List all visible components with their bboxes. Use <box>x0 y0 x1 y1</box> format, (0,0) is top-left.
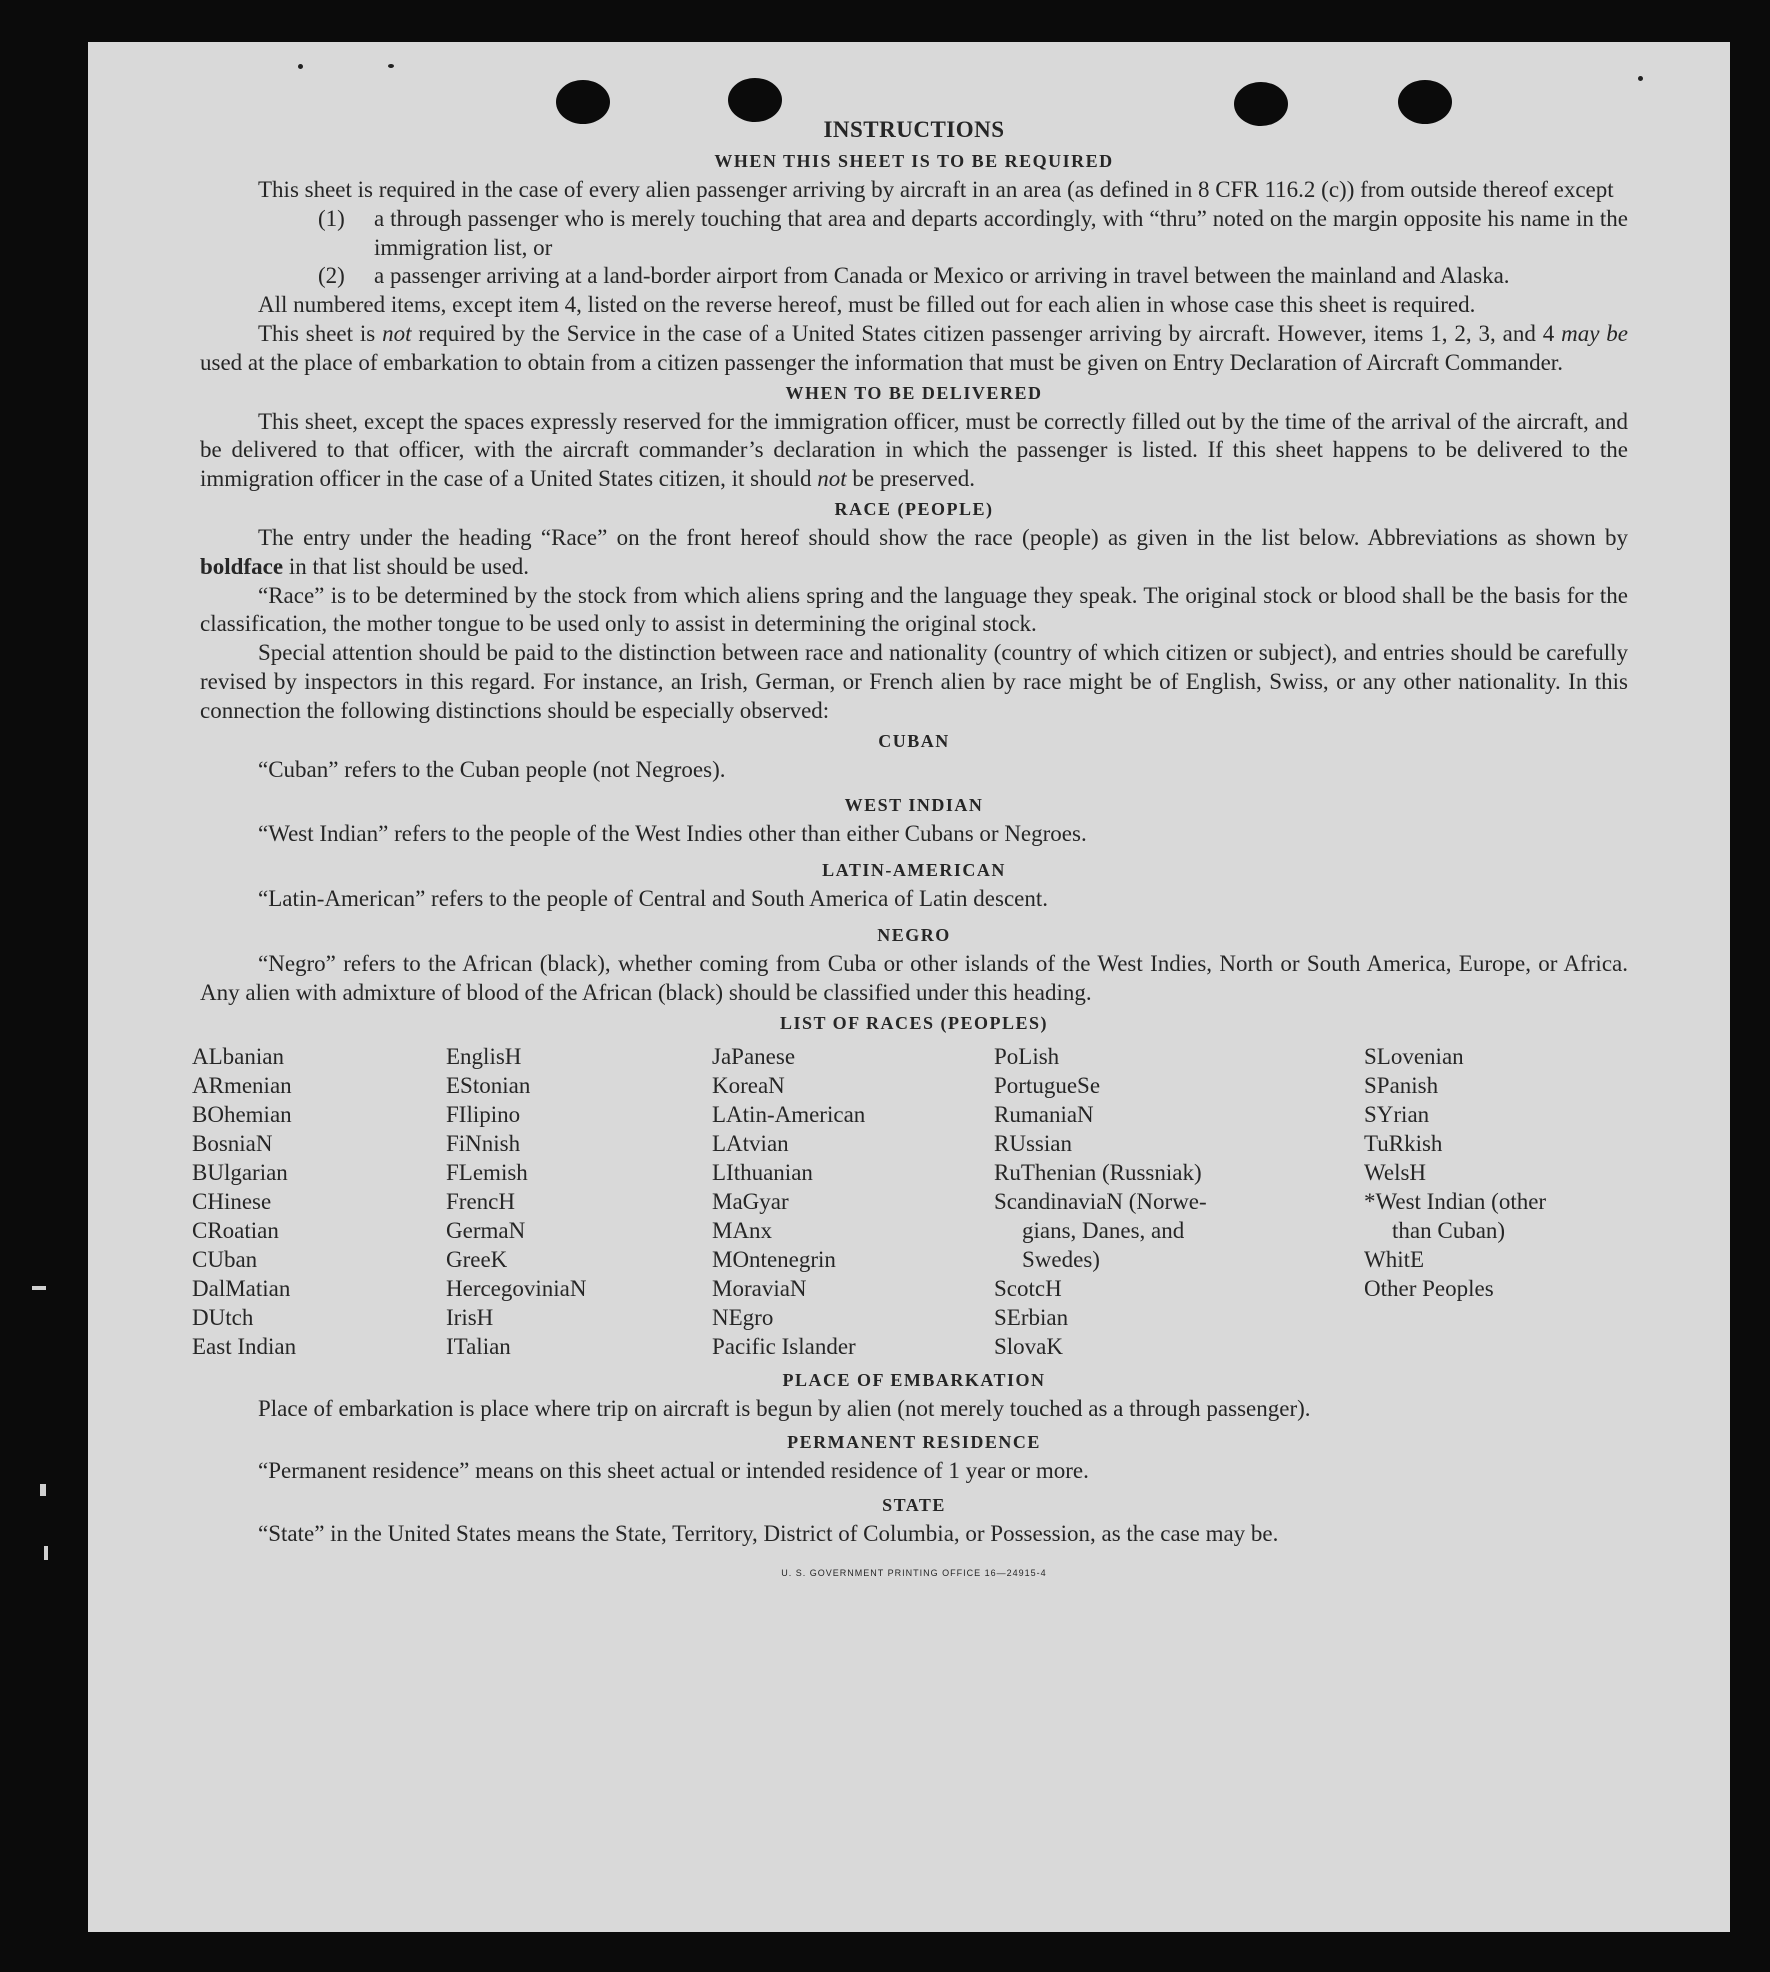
race-entry: LAtin-American <box>712 1101 866 1127</box>
race-entry: BosniaN <box>192 1130 273 1156</box>
race-entry: MOntenegrin <box>712 1246 836 1272</box>
printer-imprint: U. S. GOVERNMENT PRINTING OFFICE 16—24915-4 <box>781 1567 1047 1578</box>
race-entry: CRoatian <box>192 1217 279 1243</box>
section-heading: LATIN-AMERICAN <box>822 860 1006 881</box>
margin-mark <box>32 1286 46 1290</box>
race-entry: BUlgarian <box>192 1159 288 1185</box>
race-entry: RuThenian (Russniak) <box>994 1159 1202 1185</box>
race-entry: Other Peoples <box>1364 1275 1494 1301</box>
list-item <box>318 262 1628 291</box>
race-entry: ARmenian <box>192 1072 292 1098</box>
race-entry: BOhemian <box>192 1101 292 1127</box>
race-entry: PoLish <box>994 1043 1060 1069</box>
section-heading: NEGRO <box>877 924 951 945</box>
race-entry: WelsH <box>1364 1159 1427 1185</box>
section-heading: WEST INDIAN <box>844 795 984 816</box>
paragraph: This sheet is required in the case of every alien passenger arriving by aircraft in an area (as defined in 8 CFR 116.2 (c)) from outside thereof except <box>258 177 1614 202</box>
race-entry: FrencH <box>446 1188 515 1214</box>
race-entry: East Indian <box>192 1333 297 1359</box>
race-entry: CHinese <box>192 1188 272 1214</box>
race-entry: GreeK <box>446 1246 508 1272</box>
paragraph: “West Indian” refers to the people of the West Indies other than either Cubans or Negroes. <box>258 821 1087 847</box>
item-number: (2) <box>318 263 345 289</box>
paragraph: The entry under the heading “Race” on the front hereof should show the race (people) as given in the list below. Abbreviations as shown by boldface in that list should be used. <box>200 524 1628 579</box>
section-heading: CUBAN <box>878 730 950 751</box>
race-entry: FLemish <box>446 1159 528 1185</box>
race-entry: than Cuban) <box>1392 1217 1506 1243</box>
section-heading: RACE (PEOPLE) <box>834 498 994 519</box>
paragraph: This sheet is not required by the Service in the case of a United States citizen passenger arriving by aircraft. However, items 1, 2, 3, and 4 may be used at the place of embarkation to obtain from a citizen passenger the information that must be given on Entry Declaration of Aircraft Commander. <box>200 320 1628 375</box>
race-entry: GermaN <box>446 1217 526 1243</box>
paragraph: Place of embarkation is place where trip on aircraft is begun by alien (not merely touched as a through passenger). <box>258 1395 1311 1421</box>
race-entry: FiNnish <box>446 1130 521 1156</box>
race-entry: MAnx <box>712 1217 773 1243</box>
item-number: (1) <box>318 205 345 231</box>
paragraph: “Permanent residence” means on this sheet actual or intended residence of 1 year or more. <box>258 1458 1089 1484</box>
race-entry: PortugueSe <box>994 1072 1101 1098</box>
race-column <box>192 1042 446 1361</box>
paragraph: All numbered items, except item 4, listed on the reverse hereof, must be filled out for each alien in whose case this sheet is required. <box>258 292 1476 318</box>
list-item <box>318 205 1628 263</box>
race-entry: HercegoviniaN <box>446 1275 587 1301</box>
race-entry: SLovenian <box>1364 1043 1464 1069</box>
race-column <box>712 1042 994 1361</box>
paragraph: “Latin-American” refers to the people of Central and South America of Latin descent. <box>258 886 1048 912</box>
race-entry: LIthuanian <box>712 1159 813 1185</box>
race-entry: ITalian <box>446 1333 511 1359</box>
page-title: INSTRUCTIONS <box>823 117 1005 142</box>
race-entry: *West Indian (other <box>1364 1188 1547 1214</box>
race-column <box>1364 1042 1624 1361</box>
race-entry: FIlipino <box>446 1101 521 1127</box>
race-entry: SErbian <box>994 1304 1069 1330</box>
race-column <box>446 1042 712 1361</box>
race-entry: RUssian <box>994 1130 1072 1156</box>
race-entry: EStonian <box>446 1072 531 1098</box>
race-entry: IrisH <box>446 1304 494 1330</box>
race-entry: JaPanese <box>712 1043 796 1069</box>
race-entry: gians, Danes, and <box>1022 1217 1185 1243</box>
section-heading: LIST OF RACES (PEOPLES) <box>779 1012 1049 1033</box>
race-entry: NEgro <box>712 1304 774 1330</box>
document-page <box>88 42 1730 1932</box>
race-entry: TuRkish <box>1364 1130 1443 1156</box>
paragraph: “Cuban” refers to the Cuban people (not Negroes). <box>258 756 726 782</box>
item-text: a passenger arriving at a land-border airport from Canada or Mexico or arriving in travel between the mainland and Alaska. <box>374 263 1510 289</box>
section-heading: PLACE OF EMBARKATION <box>782 1369 1046 1390</box>
race-entry: MaGyar <box>712 1188 789 1214</box>
paragraph: “Negro” refers to the African (black), whether coming from Cuba or other islands of the West Indies, North or South America, Europe, or Africa. Any alien with admixture of blood of the African (black) should be classified under this heading. <box>200 950 1628 1005</box>
race-entry: RumaniaN <box>994 1101 1094 1127</box>
paragraph: “State” in the United States means the State, Territory, District of Columbia, or Possession, as the case may be. <box>258 1521 1279 1547</box>
race-entry: Pacific Islander <box>712 1333 856 1359</box>
race-entry: SPanish <box>1364 1072 1439 1098</box>
race-entry: EnglisH <box>446 1043 522 1069</box>
race-entry: DUtch <box>192 1304 254 1330</box>
ink-speck <box>298 64 303 69</box>
race-entry: ScandinaviaN (Norwe- <box>994 1188 1207 1214</box>
ink-speck <box>1638 76 1643 81</box>
race-entry: Swedes) <box>1022 1246 1100 1272</box>
margin-mark <box>40 1484 46 1496</box>
race-entry: KoreaN <box>712 1072 785 1098</box>
race-entry: MoraviaN <box>712 1275 807 1301</box>
paragraph: This sheet, except the spaces expressly reserved for the immigration officer, must be correctly filled out by the time of the arrival of the aircraft, and be delivered to that officer, with the aircraft commander’s declaration in which the passenger is listed. If this sheet happens to be delivered to the immigration officer in the case of a United States citizen, it should not be preserved. <box>200 408 1628 492</box>
paragraph: “Race” is to be determined by the stock from which aliens spring and the language they speak. The original stock or blood shall be the basis for the classification, the mother tongue to be used only to assist in determining the original stock. <box>200 582 1628 637</box>
race-entry: LAtvian <box>712 1130 789 1156</box>
race-entry: SYrian <box>1364 1101 1430 1127</box>
race-entry: DalMatian <box>192 1275 291 1301</box>
race-entry: ALbanian <box>192 1043 284 1069</box>
margin-mark <box>44 1546 48 1560</box>
race-entry: SlovaK <box>994 1333 1063 1359</box>
paragraph: Special attention should be paid to the distinction between race and nationality (country of which citizen or subject), and entries should be carefully revised by inspectors in this regard. For instance, an Irish, German, or French alien by race might be of English, Swiss, or any other nationality. In this connection the following distinctions should be especially observed: <box>200 640 1628 723</box>
section-heading: WHEN TO BE DELIVERED <box>785 382 1043 403</box>
race-column <box>994 1042 1364 1361</box>
section-heading: PERMANENT RESIDENCE <box>787 1432 1041 1453</box>
ink-speck <box>388 64 394 68</box>
section-heading: STATE <box>882 1495 946 1516</box>
section-heading: WHEN THIS SHEET IS TO BE REQUIRED <box>714 151 1114 171</box>
race-entry: WhitE <box>1364 1246 1425 1272</box>
item-text: a through passenger who is merely touching that area and departs accordingly, with “thru” noted on the margin opposite his name in the immigration list, or <box>374 205 1628 260</box>
instructions-text <box>192 114 1628 1588</box>
race-list <box>192 1042 1628 1361</box>
race-entry: CUban <box>192 1246 258 1272</box>
race-entry: ScotcH <box>994 1275 1062 1301</box>
